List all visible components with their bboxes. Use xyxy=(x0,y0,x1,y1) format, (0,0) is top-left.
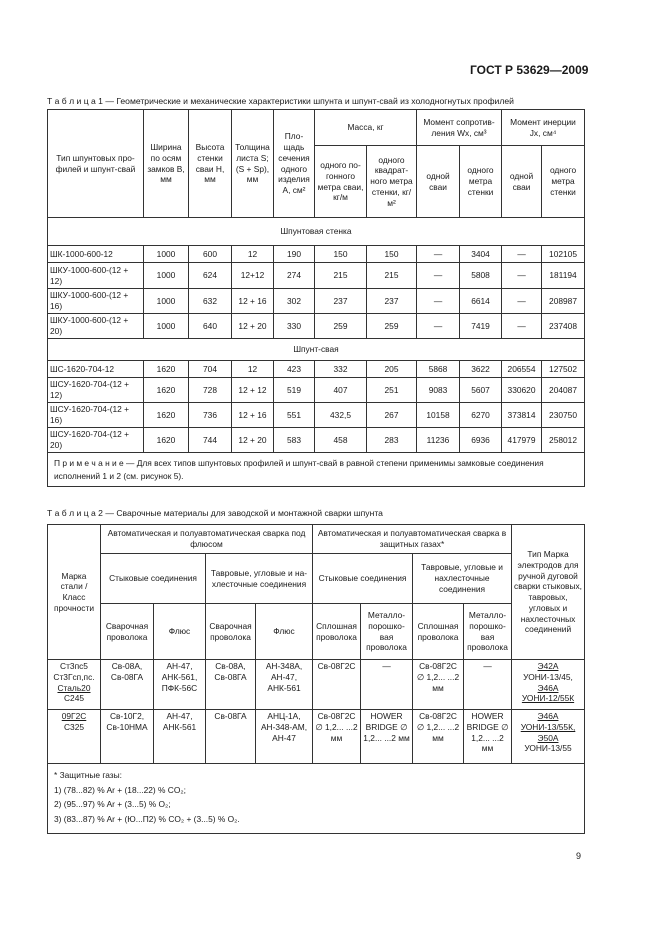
table-cell: — xyxy=(417,314,460,339)
table-cell: Св-08Г2С ∅ 1,2... ...2 мм xyxy=(413,710,464,764)
table-cell: 1620 xyxy=(144,361,189,378)
table-cell: 12 + 20 xyxy=(232,314,274,339)
table-cell: АН-47, АНК-561, ПФК-56С xyxy=(154,660,206,710)
col-header-solid-wire: Сплошная проволока xyxy=(313,604,361,660)
table-cell: 407 xyxy=(315,378,367,403)
table-cell: 258012 xyxy=(542,428,585,453)
table-cell: 9083 xyxy=(417,378,460,403)
col-header-mass: Масса, кг xyxy=(315,110,417,146)
table-cell: 237 xyxy=(367,289,417,314)
table-cell: Св-08Г2С xyxy=(313,660,361,710)
table1-caption: Т а б л и ц а 1 — Геометрические и механические характеристики шпунта и шпунт-свай из холодногнутых профилей xyxy=(47,96,514,106)
table-cell: Св-08ГА xyxy=(206,710,256,764)
col-header-butt-gas: Стыковые соединения xyxy=(313,554,413,604)
table-cell: 190 xyxy=(274,246,315,263)
grade-cell xyxy=(48,710,101,764)
table-cell: 259 xyxy=(367,314,417,339)
grade-line: Ст3Гсп,пс. xyxy=(53,671,95,682)
table-cell: 330 xyxy=(274,314,315,339)
table-cell: 640 xyxy=(189,314,232,339)
table-cell: HOWER BRIDGE ∅ 1,2... ...2 мм xyxy=(464,710,512,764)
col-header-auto-flux: Автоматическая и полуавтоматическая сварка под флюсом xyxy=(101,525,313,554)
table-cell: — xyxy=(417,263,460,289)
table-cell: 302 xyxy=(274,289,315,314)
col-header-inertia-wall: одного метра стенки xyxy=(542,146,585,218)
col-header-inertia: Момент инерции Jx, см⁴ xyxy=(502,110,585,146)
table-cell: 1000 xyxy=(144,263,189,289)
grade-line: Ст3пс5 xyxy=(60,661,88,671)
table-cell: 373814 xyxy=(502,403,542,428)
grade-line: 09Г2С xyxy=(61,711,87,721)
table-cell: Св-08Г2С ∅ 1,2... ...2 мм xyxy=(313,710,361,764)
electrode-line: УОНИ-12/55К xyxy=(521,693,575,704)
electrode-line: Э42А xyxy=(537,661,559,671)
table-cell: 332 xyxy=(315,361,367,378)
table-cell: Св-08А, Св-08ГА xyxy=(206,660,256,710)
table1 xyxy=(47,109,585,487)
row-type-cell: ШС-1620-704-12 xyxy=(48,361,144,378)
table-cell: 12 xyxy=(232,246,274,263)
table-cell: 204087 xyxy=(542,378,585,403)
col-header-mass-m2: одного квадратного метра стенки, кг/м² xyxy=(367,146,417,218)
table2-caption: Т а б л и ц а 2 — Сварочные материалы для заводской и монтажной сварки шпунта xyxy=(47,508,383,518)
row-type-cell: ШСУ-1620-704-(12 + 20) xyxy=(48,428,144,453)
col-header-mass-m: одного погонного метра сваи, кг/м xyxy=(315,146,367,218)
table-cell: 1620 xyxy=(144,378,189,403)
col-header-tee-gas: Тавровые, угловые и нахлесточные соединения xyxy=(413,554,512,604)
page-number: 9 xyxy=(576,851,582,861)
table-cell: 704 xyxy=(189,361,232,378)
table-cell: 283 xyxy=(367,428,417,453)
col-header-modulus-pile: одной сваи xyxy=(417,146,460,218)
table-cell: HOWER BRIDGE ∅ 1,2... ...2 мм xyxy=(361,710,413,764)
table-cell: 423 xyxy=(274,361,315,378)
table-cell: 205 xyxy=(367,361,417,378)
table-cell: 3622 xyxy=(460,361,502,378)
electrode-line: УОНИ-13/55К, xyxy=(520,721,576,732)
table-cell: 215 xyxy=(367,263,417,289)
table-cell: 150 xyxy=(315,246,367,263)
row-type-cell: ШКУ-1000-600-(12 + 20) xyxy=(48,314,144,339)
table-cell: 1000 xyxy=(144,314,189,339)
table-cell: 150 xyxy=(367,246,417,263)
table-cell: — xyxy=(417,246,460,263)
table-cell: 728 xyxy=(189,378,232,403)
table-cell: Св-08А, Св-08ГА xyxy=(101,660,154,710)
section-sheet-pile: Шпунт-свая xyxy=(48,339,585,361)
row-type-cell: ШК-1000-600-12 xyxy=(48,246,144,263)
col-header-electrode: Тип Марка электродов для ручной дуговой сварки стыковых, тавровых, угловых и нахлесточных соединений xyxy=(512,525,585,660)
table-row xyxy=(48,246,585,263)
row-type-cell: ШКУ-1000-600-(12 + 12) xyxy=(48,263,144,289)
table-cell: 624 xyxy=(189,263,232,289)
col-header-butt: Стыковые соединения xyxy=(101,554,206,604)
electrode-line: Э46А xyxy=(537,682,559,693)
table-cell: — xyxy=(502,289,542,314)
grade-cell xyxy=(48,660,101,710)
table-cell: 1620 xyxy=(144,428,189,453)
table-cell: — xyxy=(502,263,542,289)
table-cell: 1000 xyxy=(144,246,189,263)
row-type-cell: ШСУ-1620-704-(12 + 12) xyxy=(48,378,144,403)
table-cell: 744 xyxy=(189,428,232,453)
col-header-type: Тип шпунтовых профилей и шпунт-свай xyxy=(48,110,144,218)
table-cell: 12+12 xyxy=(232,263,274,289)
table-cell: 1000 xyxy=(144,289,189,314)
table2 xyxy=(47,524,585,834)
document-id: ГОСТ Р 53629—2009 xyxy=(470,63,589,77)
table-cell: 12 + 16 xyxy=(232,403,274,428)
table-cell: 551 xyxy=(274,403,315,428)
table-cell: 1620 xyxy=(144,403,189,428)
table-cell: — xyxy=(464,660,512,710)
col-header-auto-gas: Автоматическая и полуавтоматическая сварка в защитных газах* xyxy=(313,525,512,554)
table-cell: 12 + 16 xyxy=(232,289,274,314)
table-cell: 7419 xyxy=(460,314,502,339)
grade-line: Сталь20 xyxy=(57,682,91,693)
table-row xyxy=(48,428,585,453)
table-cell: — xyxy=(417,289,460,314)
table-row xyxy=(48,710,585,764)
table-cell: — xyxy=(361,660,413,710)
table-cell: 230750 xyxy=(542,403,585,428)
col-header-modulus-wall: одного метра стенки xyxy=(460,146,502,218)
col-header-flux: Флюс xyxy=(154,604,206,660)
table-cell: 267 xyxy=(367,403,417,428)
table-cell: 102105 xyxy=(542,246,585,263)
table-cell: 274 xyxy=(274,263,315,289)
table-cell: 11236 xyxy=(417,428,460,453)
col-header-powder-wire: Металлопорошковая проволока xyxy=(361,604,413,660)
table-row xyxy=(48,378,585,403)
col-header-tee: Тавровые, угловые и нахлесточные соединения xyxy=(206,554,313,604)
table-cell: Св-10Г2, Св-10НМА xyxy=(101,710,154,764)
row-type-cell: ШКУ-1000-600-(12 + 16) xyxy=(48,289,144,314)
table-row xyxy=(48,660,585,710)
table-cell: 181194 xyxy=(542,263,585,289)
col-header-height: Высота стенки сваи H, мм xyxy=(189,110,232,218)
col-header-grade xyxy=(48,525,101,660)
table-cell: 206554 xyxy=(502,361,542,378)
table-cell: 583 xyxy=(274,428,315,453)
table-cell: 12 xyxy=(232,361,274,378)
col-header-flux-2: Флюс xyxy=(256,604,313,660)
electrode-cell xyxy=(512,660,585,710)
table-cell: 432,5 xyxy=(315,403,367,428)
gas-footnote-title: * Защитные газы: xyxy=(54,770,122,780)
table-cell: 12 + 12 xyxy=(232,378,274,403)
table-cell: 215 xyxy=(315,263,367,289)
table1-note: П р и м е ч а н и е — Для всех типов шпунтовых профилей и шпунт-свай в равной степени применимы замковые соединения исполнений 1 и 2 (см. рисунок 5). xyxy=(48,453,585,487)
col-header-modulus: Момент сопротивления Wx, см³ xyxy=(417,110,502,146)
table-cell: 330620 xyxy=(502,378,542,403)
table-cell: 6614 xyxy=(460,289,502,314)
electrode-line: Э46А xyxy=(537,711,559,721)
table-cell: 600 xyxy=(189,246,232,263)
table-row xyxy=(48,403,585,428)
gas-item: 1) (78...82) % Ar + (18...22) % CO₂; xyxy=(54,784,186,795)
table-cell: 127502 xyxy=(542,361,585,378)
table-cell: АН-348А, АН-47, АНК-561 xyxy=(256,660,313,710)
grade-line: С325 xyxy=(63,721,85,732)
gas-footnote xyxy=(48,764,585,834)
col-header-inertia-pile: одной сваи xyxy=(502,146,542,218)
col-header-area: Площадь сечения одного изделия A, см² xyxy=(274,110,315,218)
table-cell: 3404 xyxy=(460,246,502,263)
table-row xyxy=(48,314,585,339)
table-cell: 417979 xyxy=(502,428,542,453)
table-cell: 237408 xyxy=(542,314,585,339)
col-header-wire-2: Сварочная проволока xyxy=(206,604,256,660)
table-cell: 519 xyxy=(274,378,315,403)
col-header-powder-wire-2: Металлопорошковая проволока xyxy=(464,604,512,660)
electrode-line: УОНИ-13/45, xyxy=(523,671,573,682)
electrode-line: УОНИ-13/55 xyxy=(524,743,572,754)
table-cell: — xyxy=(502,246,542,263)
electrode-cell xyxy=(512,710,585,764)
table-cell: АНЦ-1А, АН-348-АМ, АН-47 xyxy=(256,710,313,764)
table-cell: 237 xyxy=(315,289,367,314)
table-row xyxy=(48,263,585,289)
table-cell: 6270 xyxy=(460,403,502,428)
table-cell: — xyxy=(502,314,542,339)
col-header-solid-wire-2: Сплошная проволока xyxy=(413,604,464,660)
section-sheet-pile-wall: Шпунтовая стенка xyxy=(48,218,585,246)
table-cell: АН-47, АНК-561 xyxy=(154,710,206,764)
electrode-line: Э50А xyxy=(537,732,559,743)
table-cell: 5607 xyxy=(460,378,502,403)
row-type-cell: ШСУ-1620-704-(12 + 16) xyxy=(48,403,144,428)
table-cell: 10158 xyxy=(417,403,460,428)
table-cell: 251 xyxy=(367,378,417,403)
table-cell: 458 xyxy=(315,428,367,453)
table-cell: Св-08Г2С ∅ 1,2... ...2 мм xyxy=(413,660,464,710)
table-cell: 208987 xyxy=(542,289,585,314)
grade-line: С245 xyxy=(63,693,85,704)
table-cell: 736 xyxy=(189,403,232,428)
gas-item: 3) (83...87) % Ar + (Ю...П2) % CO₂ + (3...5) % O₂. xyxy=(54,814,240,825)
table-row xyxy=(48,289,585,314)
col-header-thickness: Толщина листа S; (S + Sp), мм xyxy=(232,110,274,218)
col-header-wire: Сварочная проволока xyxy=(101,604,154,660)
grade-header-text: Марка стали / Класс прочности xyxy=(53,570,94,613)
col-header-width: Ширина по осям замков B, мм xyxy=(144,110,189,218)
table-cell: 632 xyxy=(189,289,232,314)
gas-item: 2) (95...97) % Ar + (3...5) % O₂; xyxy=(54,799,171,810)
table-cell: 259 xyxy=(315,314,367,339)
table-cell: 5808 xyxy=(460,263,502,289)
table-cell: 5868 xyxy=(417,361,460,378)
table-cell: 12 + 20 xyxy=(232,428,274,453)
table-cell: 6936 xyxy=(460,428,502,453)
table-row xyxy=(48,361,585,378)
